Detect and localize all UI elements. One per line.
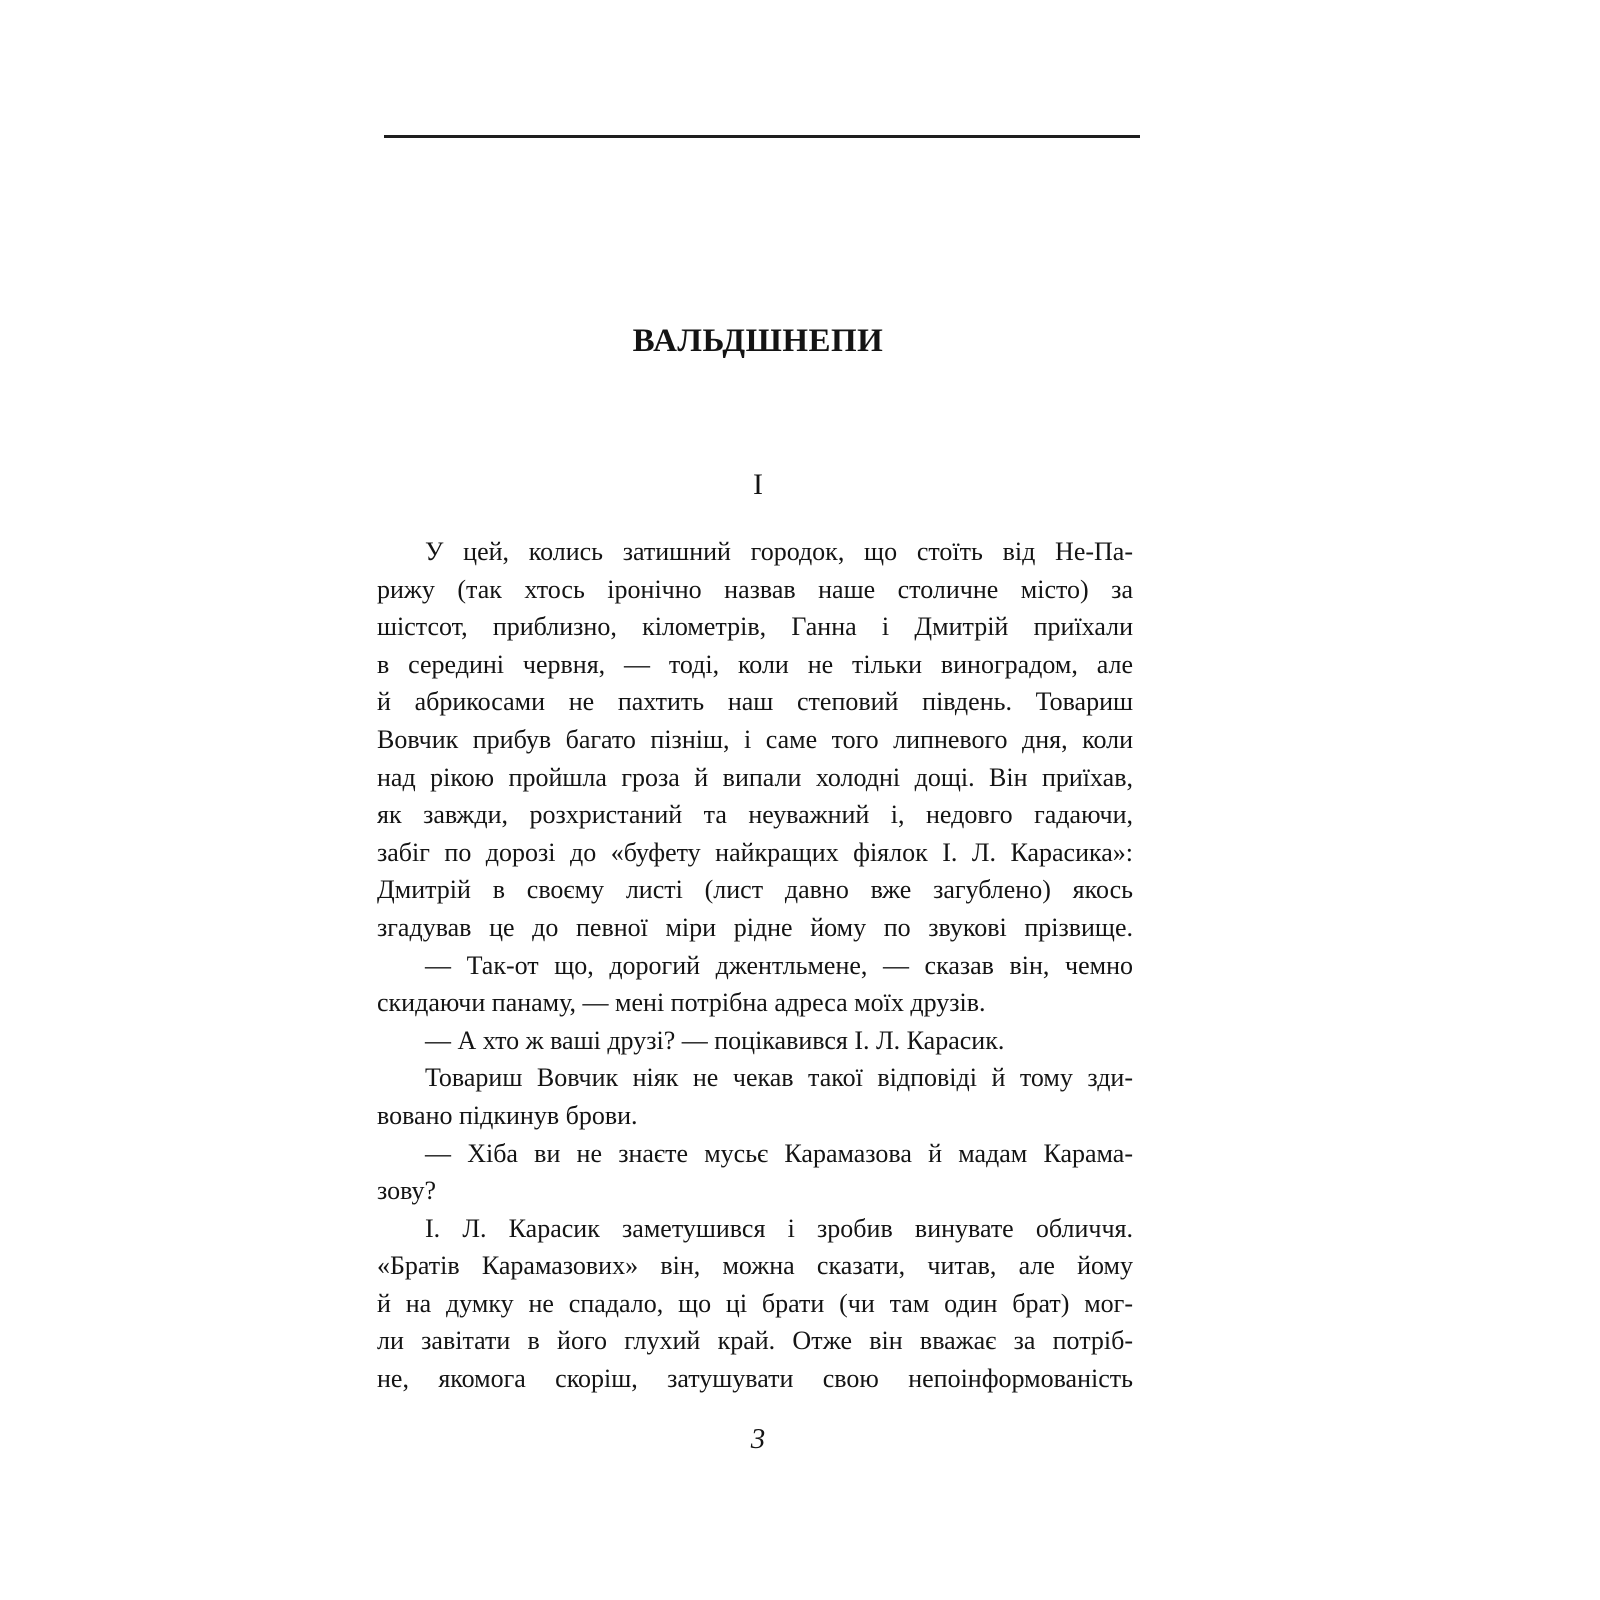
page-number: 3 [750,1423,766,1455]
text-line: й на думку не спадало, що ці брати (чи там один брат) мог- [377,1288,1133,1318]
text-line: в середині червня, — тоді, коли не тільки виноградом, але [377,649,1133,679]
page-title: ВАЛЬДШНЕПИ [632,323,884,359]
header-rule [384,135,1140,138]
paragraph [377,947,1133,1022]
text-line: над рікою пройшла гроза й випали холодні дощі. Він приїхав, [377,762,1133,792]
text-line: Дмитрій в своєму листі (лист давно вже загублено) якось [377,875,1133,905]
text-line: — А хто ж ваші друзі? — поцікавився І. Л. Карасик. [425,1025,1005,1055]
text-line: не, якомога скоріш, затушувати свою непоінформованість [377,1364,1133,1394]
text-line: й абрикосами не пахтить наш степовий південь. Товариш [377,687,1133,717]
text-line: рижу (так хтось іронічно назвав наше столичне місто) за [377,574,1133,604]
text-line: забіг по дорозі до «буфету найкращих фіялок І. Л. Карасика»: [377,837,1133,867]
text-line: У цей, колись затишний городок, що стоїть від Не-Па- [425,537,1133,566]
text-line: — Так-от що, дорогий джентльмене, — сказав він, чемно [425,950,1133,980]
text-line: Вовчик прибув багато пізніш, і саме того липневого дня, коли [377,724,1133,754]
chapter-numeral: I [753,468,763,501]
text-line: ли завітати в його глухий край. Отже він вважає за потріб- [377,1326,1133,1356]
paragraph [377,1135,1133,1210]
text-line: шістсот, приблизно, кілометрів, Ганна і Дмитрій приїхали [377,612,1133,642]
text-line: вовано підкинув брови. [377,1100,638,1130]
paragraph [377,1059,1133,1134]
text-line: скидаючи панаму, — мені потрібна адреса моїх друзів. [377,988,986,1018]
text-line: згадував це до певної міри рідне йому по звукові прізвище. [377,912,1133,942]
text-block [377,533,1133,1398]
text-line: І. Л. Карасик заметушився і зробив винувате обличчя. [425,1213,1133,1243]
paragraph [377,533,1133,947]
text-line: зову? [377,1176,437,1206]
text-line: — Хіба ви не знаєте мусьє Карамазова й мадам Карама- [425,1138,1133,1168]
paragraph [377,1022,1133,1060]
text-line: як завжди, розхристаний та неуважний і, недовго гадаючи, [377,800,1133,830]
text-line: Товариш Вовчик ніяк не чекав такої відповіді й тому зди- [425,1063,1133,1093]
paragraph [377,1210,1133,1398]
text-line: «Братів Карамазових» він, можна сказати, читав, але йому [377,1251,1133,1281]
